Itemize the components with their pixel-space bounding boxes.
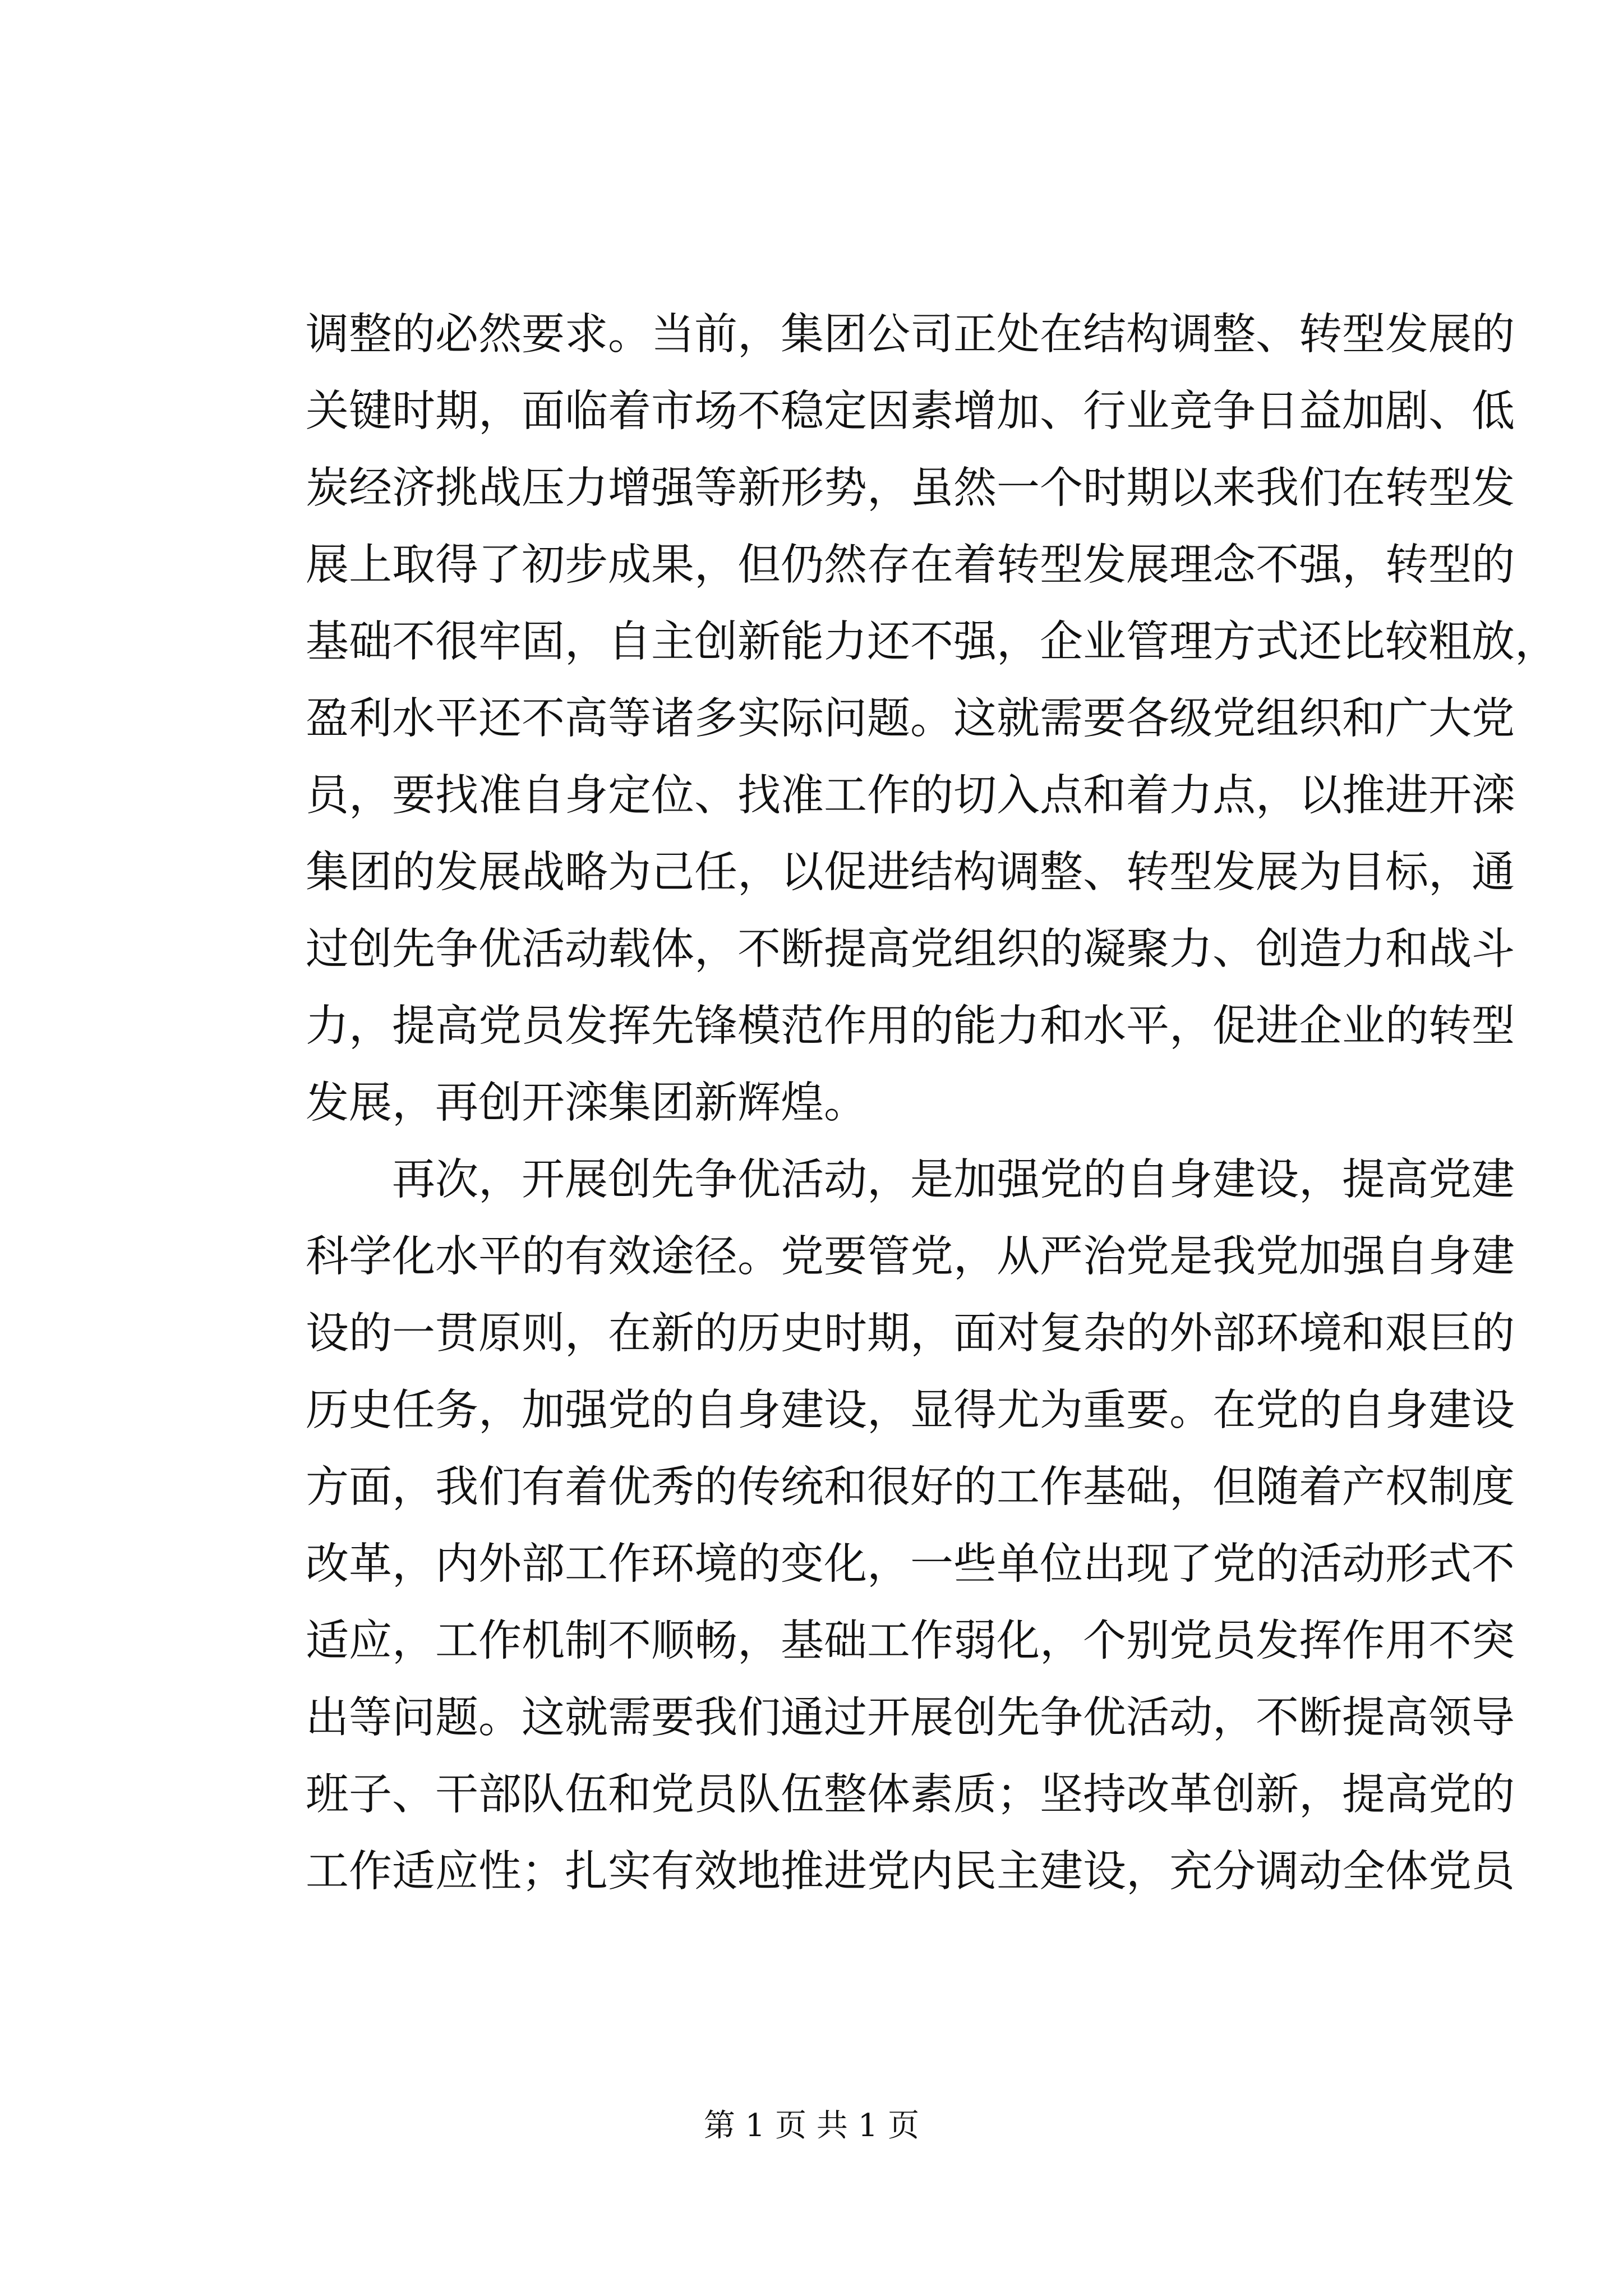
text-line: 炭经济挑战压力增强等新形势，虽然一个时期以来我们在转型发 <box>306 463 1515 513</box>
text-line: 调整的必然要求。当前，集团公司正处在结构调整、转型发展的 <box>306 310 1515 360</box>
paragraph-start-line: 再次，开展创先争优活动，是加强党的自身建设，提高党建 <box>306 1155 1515 1205</box>
text-line: 历史任务，加强党的自身建设，显得尤为重要。在党的自身建设 <box>306 1386 1515 1435</box>
text-line: 适应，工作机制不顺畅，基础工作弱化，个别党员发挥作用不突 <box>306 1616 1515 1666</box>
text-line: 科学化水平的有效途径。党要管党，从严治党是我党加强自身建 <box>306 1232 1515 1282</box>
text-line: 过创先争优活动载体，不断提高党组织的凝聚力、创造力和战斗 <box>306 924 1515 974</box>
text-line: 力，提高党员发挥先锋模范作用的能力和水平，促进企业的转型 <box>306 1001 1515 1051</box>
page-footer <box>0 2104 1623 2148</box>
text-line: 发展，再创开滦集团新辉煌。 <box>306 1078 867 1128</box>
text-line: 员，要找准自身定位、找准工作的切入点和着力点，以推进开滦 <box>306 771 1515 821</box>
text-line: 改革，内外部工作环境的变化，一些单位出现了党的活动形式不 <box>306 1539 1515 1589</box>
text-line: 集团的发展战略为己任，以促进结构调整、转型发展为目标，通 <box>306 848 1515 898</box>
text-line: 设的一贯原则，在新的历史时期，面对复杂的外部环境和艰巨的 <box>306 1309 1515 1359</box>
text-line: 班子、干部队伍和党员队伍整体素质；坚持改革创新，提高党的 <box>306 1770 1515 1820</box>
text-line: 展上取得了初步成果，但仍然存在着转型发展理念不强，转型的 <box>306 540 1515 590</box>
text-line: 工作适应性；扎实有效地推进党内民主建设，充分调动全体党员 <box>306 1847 1515 1897</box>
text-line: 方面，我们有着优秀的传统和很好的工作基础，但随着产权制度 <box>306 1462 1515 1512</box>
text-line: 出等问题。这就需要我们通过开展创先争优活动，不断提高领导 <box>306 1693 1515 1743</box>
text-line: 盈利水平还不高等诸多实际问题。这就需要各级党组织和广大党 <box>306 694 1515 744</box>
page-number-label: 第 1 页 共 1 页 <box>703 2108 920 2144</box>
text-line: 关键时期，面临着市场不稳定因素增加、行业竞争日益加剧、低 <box>306 386 1515 436</box>
text-line: 基础不很牢固，自主创新能力还不强，企业管理方式还比较粗放， <box>306 617 1558 667</box>
